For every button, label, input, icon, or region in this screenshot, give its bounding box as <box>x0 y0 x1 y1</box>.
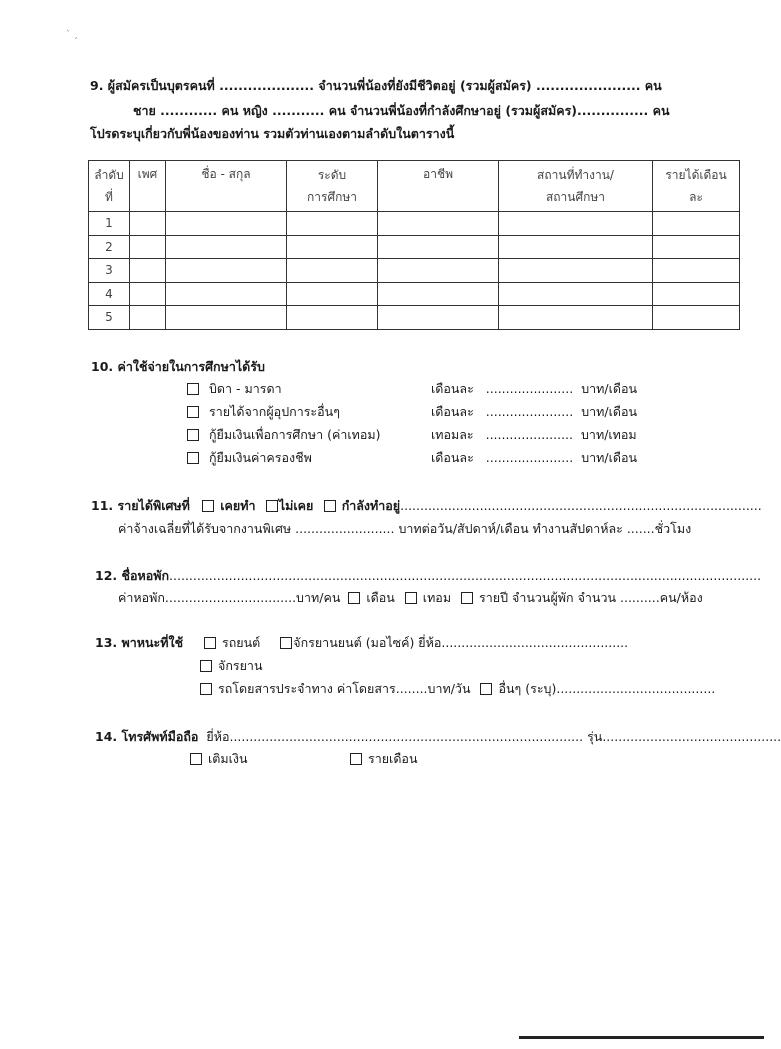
q12-row1 <box>95 566 762 586</box>
bottom-edge-line <box>519 1036 764 1039</box>
table-row <box>89 306 740 330</box>
checkbox[interactable] <box>187 383 199 395</box>
q14-title: 14. โทรศัพท์มือถือ <box>95 729 199 744</box>
q10-option-label: บิดา - มารดา <box>208 381 282 396</box>
checkbox-car[interactable] <box>204 637 216 649</box>
table-header-row <box>89 161 740 212</box>
table-row <box>89 212 740 236</box>
q10-unit: บาท/เดือน <box>581 450 638 465</box>
cell-occupation[interactable] <box>378 212 499 236</box>
cell-workplace[interactable] <box>499 212 653 236</box>
q9-line1: 9. ผู้สมัครเป็นบุตรคนที่ .................... จำนวนพี่น้องที่ยังมีชีวิตอยู่ (รวมผู้สมัคร) ...................... คน <box>90 78 662 93</box>
q10-amount-blank[interactable]: ...................... <box>485 381 574 396</box>
q10-option-loan-living[interactable] <box>187 448 637 468</box>
checkbox[interactable] <box>187 429 199 441</box>
q13-opt-bus: รถโดยสารประจำทาง ค่าโดยสาร........บาท/วัน <box>218 681 471 696</box>
q12-opt-yearly: รายปี จำนวนผู้พัก จำนวน ..........คน/ห้อง <box>479 590 703 605</box>
cell-name[interactable] <box>166 212 287 236</box>
checkbox-term[interactable] <box>405 592 417 604</box>
cell-income[interactable] <box>653 259 740 283</box>
table-row <box>89 282 740 306</box>
cell-education[interactable] <box>287 306 378 330</box>
cell-income[interactable] <box>653 282 740 306</box>
cell-gender[interactable] <box>130 282 166 306</box>
q9-line2: ชาย ............ คน หญิง ........... คน จำนวนพี่น้องที่กำลังศึกษาอยู่ (รวมผู้สมัคร)............... คน <box>133 103 670 118</box>
q11-opt-doing: กำลังทำอยู่ <box>341 498 401 513</box>
q10-title: 10. ค่าใช้จ่ายในการศึกษาได้รับ <box>91 359 265 374</box>
col-header-gender: เพศ <box>130 161 166 212</box>
cell-gender[interactable] <box>130 212 166 236</box>
q10-amount-blank[interactable]: ...................... <box>485 404 574 419</box>
checkbox-bus[interactable] <box>200 683 212 695</box>
cell-gender[interactable] <box>130 259 166 283</box>
checkbox-month[interactable] <box>348 592 360 604</box>
cell-workplace[interactable] <box>499 306 653 330</box>
cell-education[interactable] <box>287 259 378 283</box>
cell-occupation[interactable] <box>378 235 499 259</box>
cell-income[interactable] <box>653 306 740 330</box>
q13-opt-motorcycle: จักรยานยนต์ (มอไซค์) ยี่ห้อ............................................... <box>293 635 629 650</box>
checkbox-other[interactable] <box>480 683 492 695</box>
cell-occupation[interactable] <box>378 306 499 330</box>
q11-detail-blank[interactable]: ........................................................................................... <box>400 498 762 513</box>
q12-opt-month: เดือน <box>366 590 395 605</box>
q12-fee-label: ค่าหอพัก.................................บาท/คน <box>118 590 341 605</box>
q10-option-parents[interactable] <box>187 379 637 399</box>
checkbox-yearly[interactable] <box>461 592 473 604</box>
scan-mark: ˋ ˏ <box>66 30 78 40</box>
col-header-workplace: สถานที่ทำงาน/ สถานศึกษา <box>499 161 653 212</box>
q13-row3 <box>200 679 715 699</box>
table-row <box>89 235 740 259</box>
col-header-order: ลำดับ ที่ <box>89 161 130 212</box>
siblings-table <box>88 160 740 330</box>
q12-dorm-name-blank[interactable]: ..................................................................................................................................................... <box>169 568 762 583</box>
q11-line2: ค่าจ้างเฉลี่ยที่ได้รับจากงานพิเศษ ......................... บาทต่อวัน/สัปดาห์/เดือน ทำงานสัปดาห์ละ .......ชั่วโมง <box>118 521 692 536</box>
cell-name[interactable] <box>166 306 287 330</box>
q12-row2 <box>118 588 703 608</box>
q13-opt-bicycle: จักรยาน <box>218 658 263 673</box>
checkbox-done[interactable] <box>202 500 214 512</box>
cell-occupation[interactable] <box>378 282 499 306</box>
q9-line3: โปรดระบุเกี่ยวกับพี่น้องของท่าน รวมตัวท่านเองตามลำดับในตารางนี้ <box>90 126 455 141</box>
row-number: 2 <box>89 235 130 259</box>
q10-unit: บาท/เดือน <box>581 381 638 396</box>
cell-workplace[interactable] <box>499 235 653 259</box>
q14-row2 <box>190 749 417 769</box>
cell-income[interactable] <box>653 235 740 259</box>
col-header-income: รายได้เดือน ละ <box>653 161 740 212</box>
q14-brand-model-blank[interactable]: ยี่ห้อ......................................................................................... รุ่น............................................. <box>206 729 781 744</box>
col-header-occupation: อาชีพ <box>378 161 499 212</box>
checkbox[interactable] <box>187 406 199 418</box>
row-number: 1 <box>89 212 130 236</box>
q10-amount-blank[interactable]: ...................... <box>485 427 574 442</box>
q13-row1 <box>95 633 628 653</box>
q14-opt-prepaid: เติมเงิน <box>208 751 248 766</box>
q10-option-label: รายได้จากผู้อุปการะอื่นๆ <box>208 404 340 419</box>
q10-option-sponsor[interactable] <box>187 402 637 422</box>
q12-opt-term: เทอม <box>422 590 452 605</box>
cell-gender[interactable] <box>130 306 166 330</box>
checkbox-motorcycle[interactable] <box>280 637 292 649</box>
q11-opt-done: เคยทำ <box>220 498 256 513</box>
q14-row1 <box>95 727 781 747</box>
row-number: 4 <box>89 282 130 306</box>
cell-name[interactable] <box>166 235 287 259</box>
q10-option-label: กู้ยืมเงินค่าครองชีพ <box>208 450 312 465</box>
checkbox-prepaid[interactable] <box>190 753 202 765</box>
q13-opt-car: รถยนต์ <box>221 635 261 650</box>
checkbox-never[interactable] <box>266 500 278 512</box>
cell-gender[interactable] <box>130 235 166 259</box>
q11-row1 <box>91 496 762 516</box>
row-number: 5 <box>89 306 130 330</box>
cell-name[interactable] <box>166 282 287 306</box>
cell-education[interactable] <box>287 282 378 306</box>
q11-opt-never: ไม่เคย <box>278 498 314 513</box>
q13-row2 <box>200 656 263 676</box>
cell-income[interactable] <box>653 212 740 236</box>
checkbox-monthly[interactable] <box>350 753 362 765</box>
q10-unit: บาท/เดือน <box>581 404 638 419</box>
table-row <box>89 259 740 283</box>
q10-amount-blank[interactable]: ...................... <box>485 450 574 465</box>
q10-period: เดือนละ <box>430 381 474 396</box>
cell-name[interactable] <box>166 259 287 283</box>
col-header-name: ชื่อ - สกุล <box>166 161 287 212</box>
q10-unit: บาท/เทอม <box>581 427 637 442</box>
q10-option-loan-tuition[interactable] <box>187 425 637 445</box>
row-number: 3 <box>89 259 130 283</box>
q14-opt-monthly: รายเดือน <box>367 751 418 766</box>
q12-title: 12. ชื่อหอพัก <box>95 568 170 583</box>
cell-workplace[interactable] <box>499 259 653 283</box>
q13-title: 13. พาหนะที่ใช้ <box>95 635 184 650</box>
q10-period: เดือนละ <box>430 404 474 419</box>
col-header-education: ระดับ การศึกษา <box>287 161 378 212</box>
q11-title: 11. รายได้พิเศษที่ <box>91 498 190 513</box>
cell-occupation[interactable] <box>378 259 499 283</box>
cell-workplace[interactable] <box>499 282 653 306</box>
checkbox[interactable] <box>187 452 199 464</box>
checkbox-doing[interactable] <box>324 500 336 512</box>
cell-education[interactable] <box>287 235 378 259</box>
q10-period: เทอมละ <box>430 427 474 442</box>
checkbox-bicycle[interactable] <box>200 660 212 672</box>
q13-opt-other: อื่นๆ (ระบุ)........................................ <box>498 681 716 696</box>
q10-option-label: กู้ยืมเงินเพื่อการศึกษา (ค่าเทอม) <box>208 427 381 442</box>
q10-period: เดือนละ <box>430 450 474 465</box>
cell-education[interactable] <box>287 212 378 236</box>
